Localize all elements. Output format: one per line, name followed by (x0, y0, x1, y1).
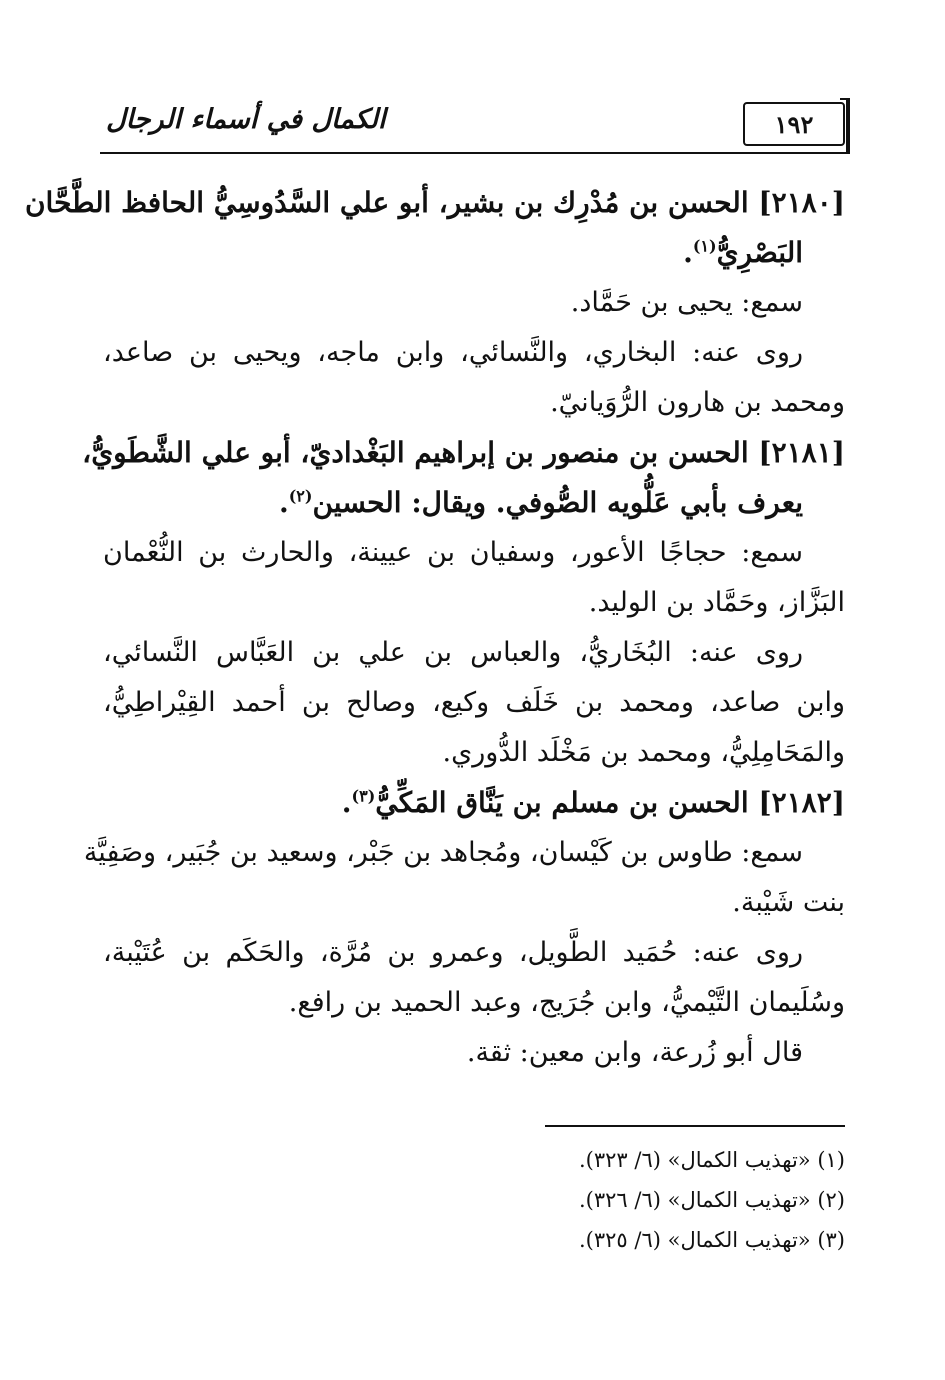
entry-heading-line (103, 228, 845, 278)
entry-heading-line (103, 478, 845, 528)
entry-heading-line (103, 778, 845, 828)
paragraph-line: وسُلَيمان التَّيْميُّ، وابن جُرَيج، وعبد الحميد بن رافع. (288, 987, 845, 1018)
footnotes (300, 1140, 845, 1260)
paragraph-line: وابن صاعد، ومحمد بن خَلَف وكيع، وصالح بن أحمد القِيْراطِيُّ، (103, 687, 845, 718)
paragraph-line: ومحمد بن هارون الرُّوَيانيّ. (550, 387, 845, 418)
paragraph-line: البَزَّاز، وحَمَّاد بن الوليد. (588, 587, 845, 618)
entry-heading-line: [٢١٨٠] الحسن بن مُدْرِك بن بشير، أبو علي السَّدُوسِيُّ الحافظ الطَّحَّان (24, 186, 845, 219)
footnote-ref: (٢) (288, 486, 313, 506)
footnote-ref: (٣) (351, 786, 376, 806)
paragraph-line: سمع: حجاجًا الأعور، وسفيان بن عيينة، والحارث بن النُّعْمان (103, 537, 803, 568)
entry-heading-end: . (341, 786, 352, 819)
entry-2180 (24, 178, 845, 428)
footnote-rule (545, 1125, 845, 1127)
book-title: الكمال في أسماء الرجال (106, 104, 386, 135)
entry-heading-text: [٢١٨٢] الحسن بن مسلم بن يَنَّاق المَكِّيُّ (375, 786, 845, 819)
entry-heading-line: [٢١٨١] الحسن بن منصور بن إبراهيم البَغْداديّ، أبو علي الشَّطَويُّ، (82, 436, 845, 469)
page-header (100, 96, 845, 156)
paragraph-line: قال أبو زُرعة، وابن معين: ثقة. (466, 1037, 803, 1068)
paragraph-line: روى عنه: البُخَاريُّ، والعباس بن علي بن العَبَّاس النَّسائي، (103, 637, 803, 668)
paragraph-line: والمَحَامِلِيُّ، ومحمد بن مَخْلَد الدُّوري. (442, 737, 845, 768)
entry-2181 (82, 428, 845, 778)
main-text (24, 178, 845, 1078)
page-number: ١٩٢ (743, 102, 845, 146)
paragraph-line: بنت شَيْبة. (732, 887, 845, 918)
paragraph-line: سمع: طاوس بن كَيْسان، ومُجاهد بن جَبْر، وسعيد بن جُبَير، وصَفِيَّة (83, 837, 803, 868)
entry-heading-end: . (683, 236, 693, 269)
paragraph-line: سمع: يحيى بن حَمَّاد. (570, 287, 803, 318)
footnote: (٢) «تهذيب الكمال» (٦/ ٣٢٦). (579, 1188, 845, 1212)
paragraph-line: روى عنه: البخاري، والنَّسائي، وابن ماجه، ويحيى بن صاعد، (103, 337, 803, 368)
footnote: (٣) «تهذيب الكمال» (٦/ ٣٢٥). (579, 1228, 845, 1252)
paragraph-line: روى عنه: حُمَيد الطَّويل، وعمرو بن مُرَّة، والحَكَم بن عُتَيْبة، (103, 937, 803, 968)
entry-heading-text: البَصْرِيُّ (716, 236, 803, 269)
entry-heading-end: . (278, 486, 289, 519)
header-rule (100, 152, 845, 154)
entry-2182 (83, 778, 845, 1078)
entry-heading-text: يعرف بأبي عَلُّويه الصُّوفي. ويقال: الحسين (312, 486, 803, 519)
footnote-ref: (١) (692, 236, 717, 256)
footnote: (١) «تهذيب الكمال» (٦/ ٣٢٣). (579, 1148, 845, 1172)
